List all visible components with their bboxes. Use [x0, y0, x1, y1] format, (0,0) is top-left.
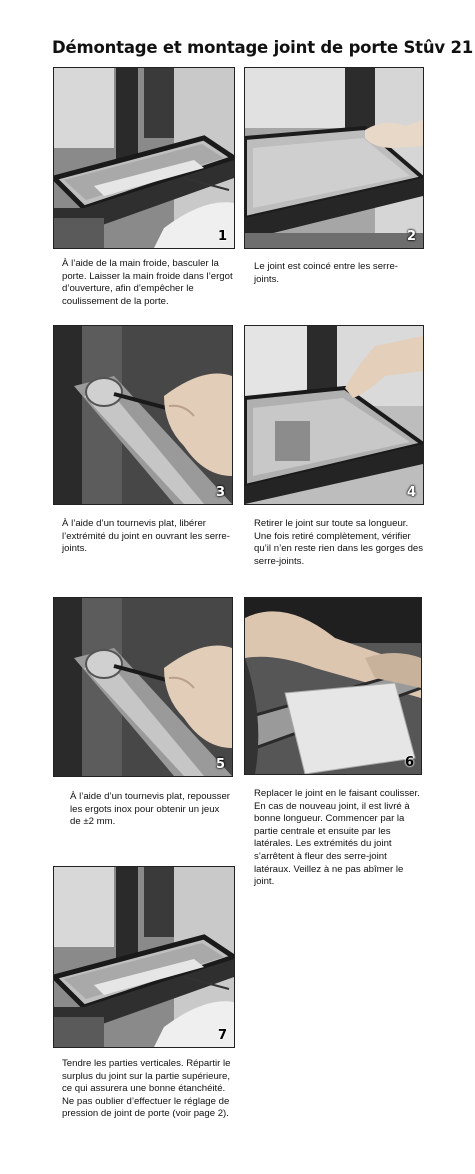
step-5-number: 5	[215, 757, 225, 772]
step-4-caption: Retirer le joint sur toute sa longueur. Une fois retiré complètement, vérifier qu’il n’en reste rien dans les gorges des serre-joints.	[254, 518, 424, 567]
screwdriver-ergot-illustration	[54, 598, 232, 776]
step-5-caption: À l’aide d’un tournevis plat, repousser les ergots inox pour obtenir un jeux de ±2 mm.	[70, 791, 230, 828]
step-4-photo	[244, 325, 424, 505]
page-title: Démontage et montage joint de porte Stûv 21	[52, 38, 474, 57]
stove-door-closed-illustration	[54, 867, 234, 1047]
step-3-photo	[53, 325, 233, 505]
replacing-joint-illustration	[245, 598, 421, 774]
step-7-number: 7	[217, 1028, 227, 1043]
screwdriver-clamp-illustration	[54, 326, 232, 504]
step-3-number: 3	[215, 485, 225, 500]
stove-door-open-illustration	[54, 68, 234, 248]
removing-joint-illustration	[245, 326, 423, 504]
step-2-caption: Le joint est coincé entre les serre-joints.	[254, 261, 398, 285]
step-1-caption: À l’aide de la main froide, basculer la porte. Laisser la main froide dans l’ergot d’ouverture, afin d’empêcher le coulissement de la porte.	[62, 258, 233, 307]
step-2-number: 2	[406, 229, 416, 244]
step-4-number: 4	[406, 485, 416, 500]
step-1-number: 1	[217, 229, 227, 244]
step-3-caption: À l’aide d’un tournevis plat, libérer l’extrémité du joint en ouvrant les serre-joints.	[62, 518, 230, 555]
step-7-photo	[53, 866, 235, 1048]
joint-clamps-illustration	[245, 68, 423, 248]
step-6-number: 6	[404, 755, 414, 770]
step-7-caption: Tendre les parties verticales. Répartir le surplus du joint sur la partie supérieure, ce qui assurera une bonne étanchéité. Ne pas oublier d’effectuer le réglage de pression de joint de porte (voir page 2).	[62, 1058, 231, 1120]
step-6-photo	[244, 597, 422, 775]
step-1-photo	[53, 67, 235, 249]
step-6-caption: Replacer le joint en le faisant coulisser. En cas de nouveau joint, il est livré à bonne longueur. Commencer par la partie centrale et ensuite par les latérales. Les extrémités du joint s’arrêtent à fleur des serre-joint latéraux. Veillez à ne pas abîmer le joint.	[254, 788, 420, 888]
step-2-photo	[244, 67, 424, 249]
step-5-photo	[53, 597, 233, 777]
